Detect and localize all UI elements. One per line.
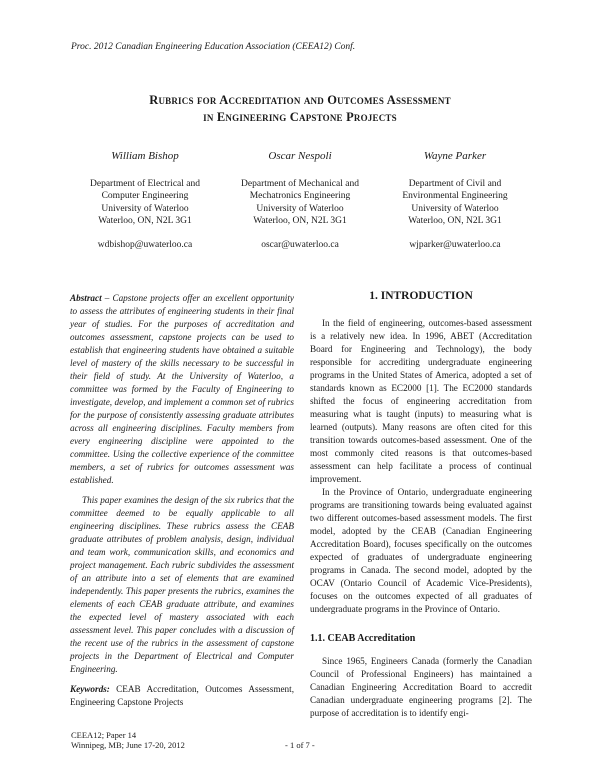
keywords-label: Keywords: [70, 684, 110, 694]
keywords-paragraph [70, 683, 294, 709]
subsection-heading-ceab: 1.1. CEAB Accreditation [310, 633, 416, 644]
author-bishop [70, 150, 220, 251]
author-block [70, 150, 530, 251]
author-affiliation: University of Waterloo [256, 203, 344, 214]
section-heading-introduction: 1. INTRODUCTION [369, 290, 473, 302]
author-email: oscar@uwaterloo.ca [261, 239, 339, 250]
title-line-2: in Engineering Capstone Projects [203, 110, 397, 124]
author-affiliation: Mechatronics Engineering [249, 191, 351, 201]
proceedings-header: Proc. 2012 Canadian Engineering Education Association (CEEA12) Conf. [71, 42, 356, 52]
author-email: wdbishop@uwaterloo.ca [97, 239, 193, 250]
author-affiliation: University of Waterloo [411, 203, 499, 214]
abstract-paragraph [70, 292, 294, 487]
author-affiliation: Department of Civil and [408, 178, 502, 189]
intro-paragraph-1: In the field of engineering, outcomes-based assessment is a relatively new idea. In 1996, ABET (Accreditation Board for Engineering and Technology), the body responsible for accrediting undergraduate engineering programs in the United States of America, adopted a set of standards known as EC2000 [1]. The EC2000 standards shifted the focus of engineering accreditation from measuring what is taught (inputs) to measuring what is learned (outputs). Many reasons are often cited for this transition towards outcomes-based assessment. One of the most commonly cited reasons is that outcomes-based assessment can help facilitate a process of continual improvement. [310, 318, 532, 484]
page-footer [71, 730, 531, 750]
abstract-label: Abstract [70, 293, 102, 303]
footer-paper-id: CEEA12; Paper 14 [71, 730, 137, 740]
author-affiliation: University of Waterloo [101, 203, 189, 214]
left-column [70, 292, 294, 716]
right-column [310, 290, 532, 720]
author-name: Wayne Parker [423, 150, 487, 162]
author-name: Oscar Nespoli [268, 150, 332, 162]
paper-title [40, 92, 560, 126]
author-affiliation: Waterloo, ON, N2L 3G1 [98, 216, 192, 226]
abstract-paragraph-2: This paper examines the design of the six rubrics that the committee deemed to be equally applicable to all engineering disciplines. These rubrics assess the CEAB graduate attributes of problem analysis, design, individual and team work, communication skills, and economics and project management. Each rubric subdivides the assessment of an attribute into a set of elements that are examined independently. This paper presents the rubrics, examines the elements of each CEAB graduate attribute, and examines the expected level of mastery associated with each assessment level. This paper concludes with a discussion of the recent use of the rubrics in the assessment of capstone projects in the Department of Electrical and Computer Engineering. [70, 495, 294, 674]
author-parker [380, 150, 530, 251]
author-name: William Bishop [111, 150, 179, 162]
title-line-1: Rubrics for Accreditation and Outcomes Assessment [149, 93, 451, 107]
author-affiliation: Department of Electrical and [90, 178, 200, 189]
author-affiliation: Waterloo, ON, N2L 3G1 [253, 216, 347, 226]
author-affiliation: Waterloo, ON, N2L 3G1 [408, 216, 502, 226]
keywords-text: CEAB Accreditation, Outcomes Assessment, Engineering Capstone Projects [70, 684, 294, 707]
author-email: wjparker@uwaterloo.ca [409, 239, 501, 250]
author-affiliation: Environmental Engineering [402, 191, 508, 201]
author-affiliation: Computer Engineering [101, 191, 189, 201]
author-affiliation: Department of Mechanical and [241, 178, 359, 189]
intro-paragraph-2: In the Province of Ontario, undergraduate engineering programs are transitioning towards being evaluated against two different outcomes-based assessment models. The first model, adopted by the CEAB (Canadian Engineering Accreditation Board), focuses specifically on the outcomes expected of graduates of undergraduate engineering programs in Canada. The second model, adopted by the OCAV (Ontario Council of Academic Vice-Presidents), focuses on the outcomes expected of all graduates of undergraduate programs in the Province of Ontario. [310, 487, 532, 614]
ceab-paragraph: Since 1965, Engineers Canada (formerly the Canadian Council of Professional Engineers) has maintained a Canadian Engineering Accreditation Board to accredit Canadian undergraduate engineering programs [2]. The purpose of accreditation is to identify engi- [310, 656, 532, 718]
footer-location-date: Winnipeg, MB; June 17-20, 2012 [71, 740, 185, 750]
abstract-text: – Capstone projects offer an excellent opportunity to assess the attributes of engineering students in their final year of studies. For the purposes of accreditation and outcomes assessment, capstone projects can be used to establish that engineering students have obtained a suitable level of mastery of the skills necessary to be successful in their field of study. At the University of Waterloo, a committee was formed by the Faculty of Engineering to investigate, develop, and implement a common set of rubrics for the purpose of consistently assessing graduate attributes across all engineering disciplines. Faculty members from every engineering discipline were appointed to the committee. Using the collective experience of the committee members, a set of rubrics for outcomes assessment was established. [70, 293, 294, 485]
author-nespoli [225, 150, 375, 251]
page-number: - 1 of 7 - [285, 740, 315, 750]
